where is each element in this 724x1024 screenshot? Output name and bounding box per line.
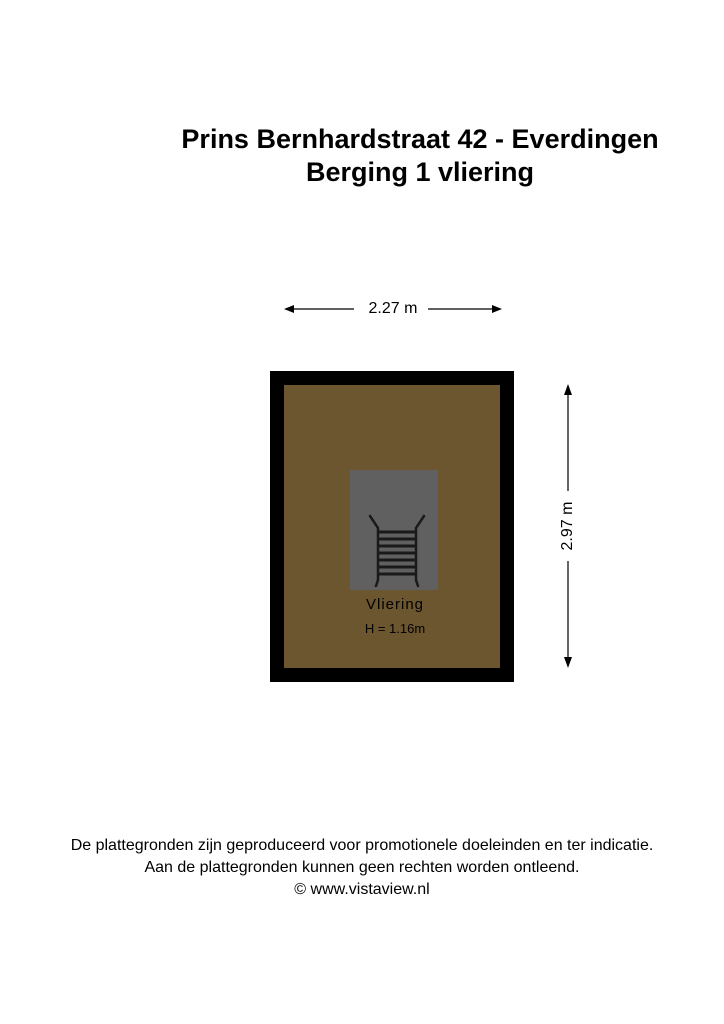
ladder-icon bbox=[366, 512, 428, 588]
page-subtitle: Berging 1 vliering bbox=[305, 157, 535, 187]
page-title: Prins Bernhardstraat 42 - Everdingen bbox=[181, 124, 659, 154]
width-dimension bbox=[282, 298, 504, 320]
disclaimer-line-1: De plattegronden zijn geproduceerd voor promotionele doeleinden en ter indicatie. bbox=[70, 837, 654, 854]
copyright: © www.vistaview.nl bbox=[294, 881, 430, 898]
disclaimer-line-2: Aan de plattegronden kunnen geen rechten worden ontleend. bbox=[144, 859, 580, 876]
room-height: H = 1.16m bbox=[364, 621, 426, 636]
room-name: Vliering bbox=[365, 596, 425, 613]
depth-label: 2.97 m bbox=[559, 501, 576, 551]
width-label: 2.27 m bbox=[368, 300, 418, 317]
depth-dimension bbox=[556, 383, 580, 669]
